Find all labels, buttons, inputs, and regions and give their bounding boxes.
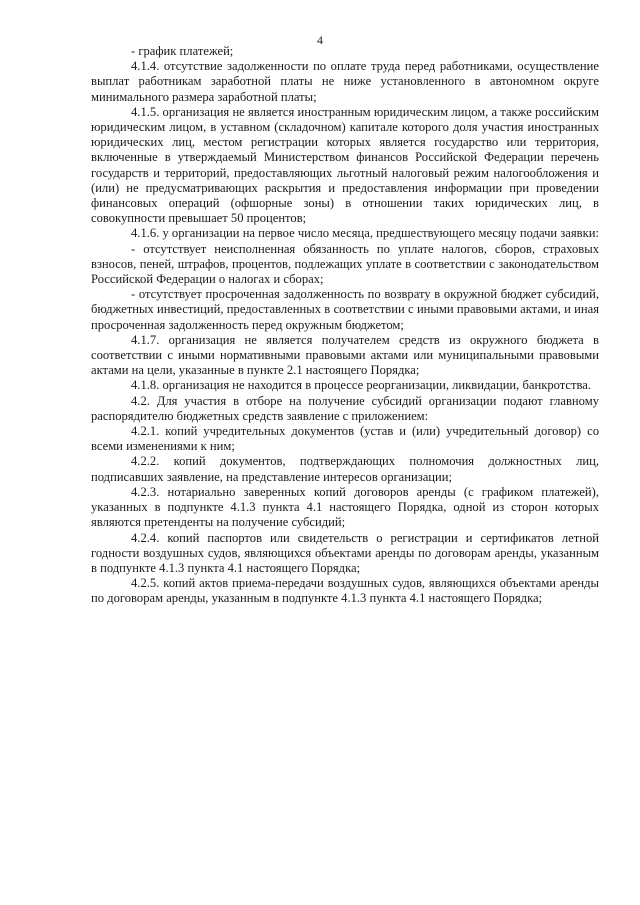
paragraph: 4.1.4. отсутствие задолженности по оплате труда перед работниками, осуществление выплат работникам заработной платы не ниже установленного в автономном округе минимального размера заработной платы; — [91, 59, 599, 104]
paragraph: - отсутствует неисполненная обязанность по уплате налогов, сборов, страховых взносов, пеней, штрафов, процентов, подлежащих уплате в соответствии с законодательством Российской Федерации о налогах и сборах; — [91, 241, 599, 287]
paragraph: 4.1.7. организация не является получателем средств из окружного бюджета в соответствии с иными нормативными правовыми актами или муниципальными правовыми актами на цели, указанные в пункте 2.1 настоящего Порядка; — [91, 332, 599, 378]
page-number: 4 — [317, 33, 323, 47]
paragraph: - график платежей; — [131, 44, 234, 58]
paragraph: 4.2.3. нотариально заверенных копий договоров аренды (с графиком платежей), указанных в подпункте 4.1.3 пункта 4.1 настоящего Порядка, одной из сторон которых являются претенденты на получение субсидий; — [91, 484, 599, 530]
paragraph: 4.1.8. организация не находится в процессе реорганизации, ликвидации, банкротства. — [131, 378, 592, 393]
paragraph: 4.1.5. организация не является иностранным юридическим лицом, а также российским юридическим лицом, в уставном (складочном) капитале которого доля участия иностранных юридических лиц, местом регистрации которых является государство или территория, включенные в утверждаемый Министерством финансов Российской Федерации перечень государств и территорий, предоставляющих льготный налоговый режим налогообложения и (или) не предусматривающих раскрытия и предоставления информации при проведении финансовых операций (офшорные зоны) в отношении таких юридических лиц, в совокупности превышает 50 процентов; — [91, 104, 599, 226]
paragraph: 4.2.5. копий актов приема-передачи воздушных судов, являющихся объектами аренды по договорам аренды, указанным в подпункте 4.1.3 пункта 4.1 настоящего Порядка; — [91, 576, 599, 606]
paragraph: 4.2.1. копий учредительных документов (устав и (или) учредительный договор) со всеми изменениями к ним; — [91, 424, 599, 454]
document-body — [91, 44, 599, 607]
paragraph: - отсутствует просроченная задолженность по возврату в окружной бюджет субсидий, бюджетных инвестиций, предоставленных в соответствии с иными правовыми актами, и иная просроченная задолженность перед окружным бюджетом; — [91, 287, 599, 332]
paragraph: 4.1.6. у организации на первое число месяца, предшествующего месяцу подачи заявки: — [131, 226, 599, 241]
paragraph: 4.2.4. копий паспортов или свидетельств о регистрации и сертификатов летной годности воздушных судов, являющихся объектами аренды по договорам аренды, указанным в подпункте 4.1.3 пункта 4.1 настоящего Порядка; — [91, 530, 599, 575]
paragraph: 4.2.2. копий документов, подтверждающих полномочия должностных лиц, подписавших заявление, на представление интересов организации; — [91, 454, 599, 484]
paragraph: 4.2. Для участия в отборе на получение субсидий организации подают главному распорядителю бюджетных средств заявление с приложением: — [91, 393, 599, 423]
